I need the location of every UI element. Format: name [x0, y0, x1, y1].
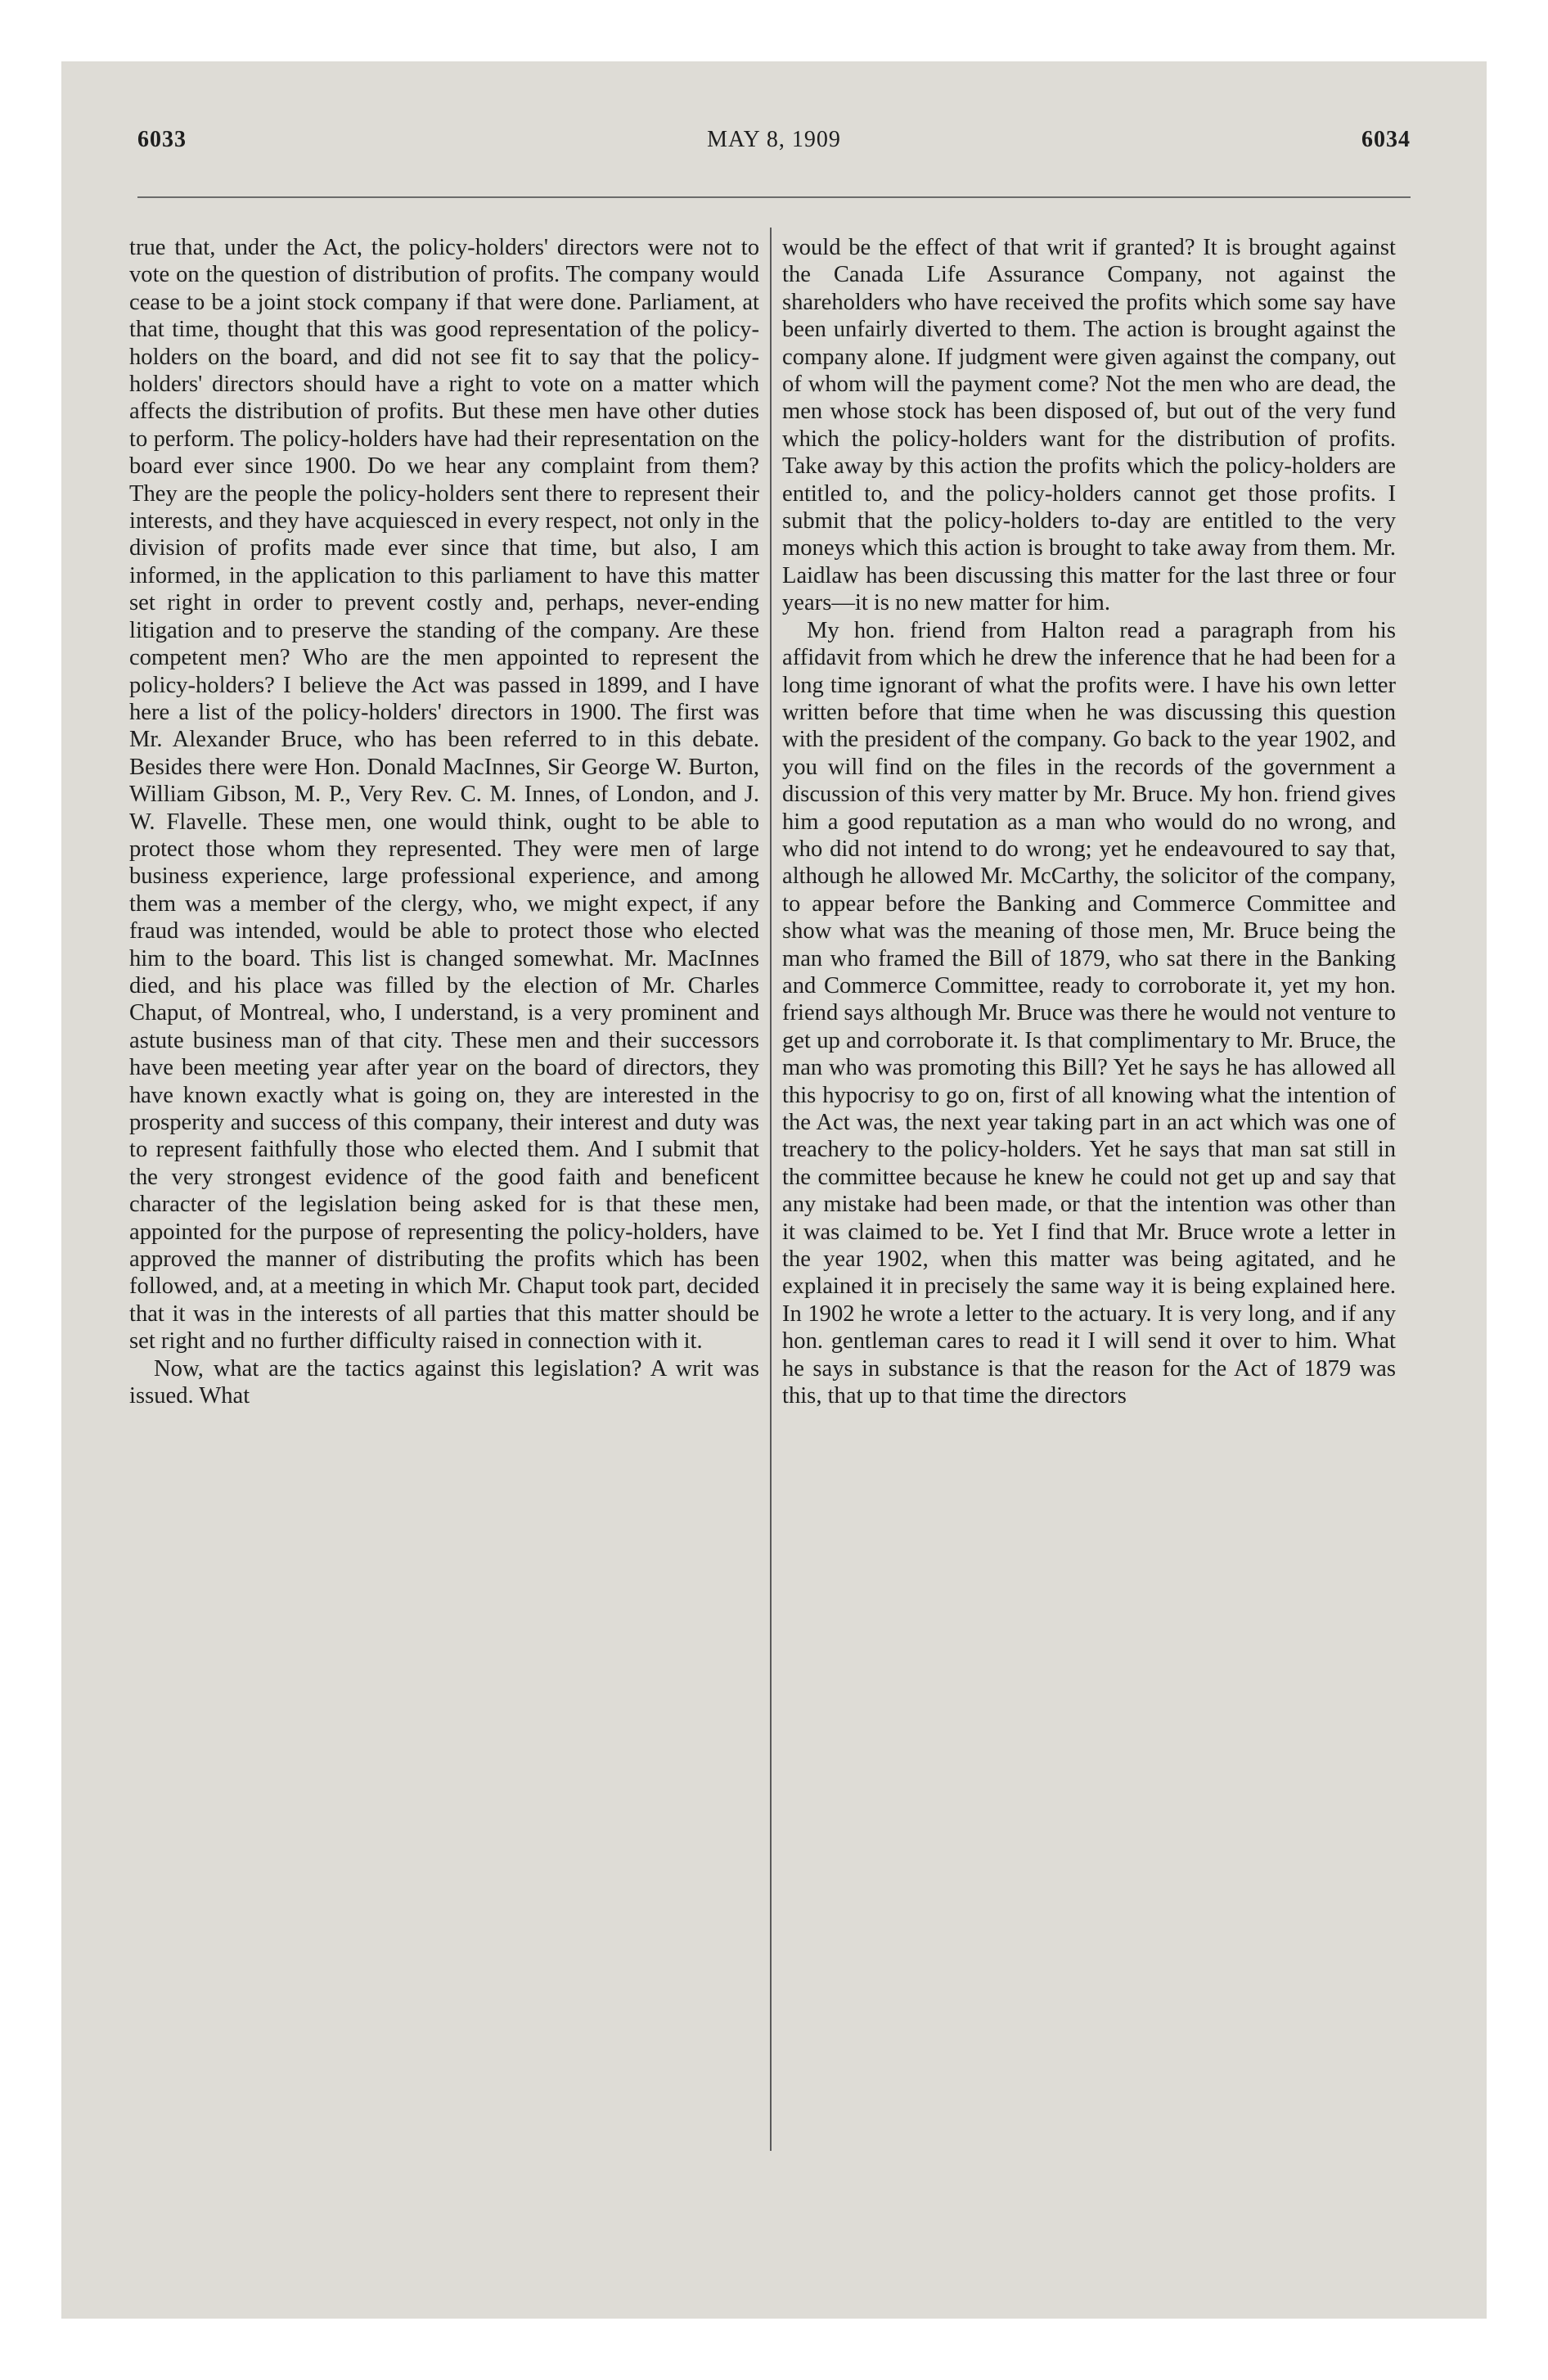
right-paragraph-1: would be the effect of that writ if granted? It is brought against the Canada Life Assurance Company, not against the shareholders who have received the profits which some say have been unfairly diverted to them. The action is brought against the company alone. If judgment were given against the company, out of whom will the payment come? Not the men who are dead, the men whose stock has been disposed of, but out of the very fund which the policy-holders want for the distribution of profits. Take away by this action the profits which the policy-holders are entitled to, and the policy-holders cannot get those profits. I submit that the policy-holders to-day are entitled to the very moneys which this action is brought to take away from them. Mr. Laidlaw has been discussing this matter for the last three or four years—it is no new matter for him.	[782, 235, 1396, 616]
left-paragraph-1: true that, under the Act, the policy-holders' directors were not to vote on the question of distribution of profits. The company would cease to be a joint stock company if that were done. Parliament, at that time, thought that this was good representation of the policy-holders on the board, and did not see fit to say that the policy-holders' directors should have a right to vote on a matter which affects the distribution of profits. But these men have other duties to perform. The policy-holders have had their representation on the board ever since 1900. Do we hear any complaint from them? They are the people the policy-holders sent there to represent their interests, and they have acquiesced in every respect, not only in the division of profits made ever since that time, but also, I am informed, in the application to this parliament to have this matter set right in order to prevent costly and, perhaps, never-ending litigation and to preserve the standing of the company. Are these competent men? Who are the men appointed to represent the policy-holders? I believe the Act was passed in 1899, and I have here a list of the policy-holders' directors in 1900. The first was Mr. Alexander Bruce, who has been referred to in this debate. Besides there were Hon. Donald MacInnes, Sir George W. Burton, William Gibson, M. P., Very Rev. C. M. Innes, of London, and J. W. Flavelle. These men, one would think, ought to be able to protect those whom they represented. They were men of large business experience, large professional experience, and among them was a member of the clergy, who, we might expect, if any fraud was intended, would be able to protect those who elected him to the board. This list is changed somewhat. Mr. MacInnes died, and his place was filled by the election of Mr. Charles Chaput, of Montreal, who, I understand, is a very prominent and astute business man of that city. These men and their successors have been meeting year after year on the board of directors, they have known exactly what is going on, they are interested in the prosperity and success of this company, their interest and duty was to represent faithfully those who elected them. And I submit that the very strongest evidence of the good faith and beneficent character of the legislation being asked for is that these men, appointed for the purpose of representing the policy-holders, have approved the manner of distributing the profits which has been followed, and, at a meeting in which Mr. Chaput took part, decided that it was in the interests of all parties that this matter should be set right and no further difficulty raised in connection with it.	[129, 235, 759, 1355]
right-column	[782, 234, 1396, 1409]
header-rule	[137, 196, 1411, 198]
left-paragraph-2: Now, what are the tactics against this legislation? A writ was issued. What	[129, 1355, 759, 1409]
page-header	[137, 127, 1411, 160]
right-paragraph-2: My hon. friend from Halton read a paragraph from his affidavit from which he drew the inference that he had been for a long time ignorant of what the profits were. I have his own letter written before that time when he was discussing this question with the president of the company. Go back to the year 1902, and you will find on the files in the records of the government a discussion of this very matter by Mr. Bruce. My hon. friend gives him a good reputation as a man who would do no wrong, and who did not intend to do wrong; yet he endeavoured to say that, although he allowed Mr. McCarthy, the solicitor of the company, to appear before the Banking and Commerce Committee and show what was the meaning of those men, Mr. Bruce being the man who framed the Bill of 1879, who sat there in the Banking and Commerce Committee, ready to corroborate it, yet my hon. friend says although Mr. Bruce was there he would not venture to get up and corroborate it. Is that complimentary to Mr. Bruce, the man who was promoting this Bill? Yet he says he has allowed all this hypocrisy to go on, first of all knowing what the intention of the Act was, the next year taking part in an act which was one of treachery to the policy-holders. Yet he says that man sat still in the committee because he knew he could not get up and say that any mistake had been made, or that the intention was other than it was claimed to be. Yet I find that Mr. Bruce wrote a letter in the year 1902, when this matter was being agitated, and he explained it in precisely the same way it is being explained here. In 1902 he wrote a letter to the actuary. It is very long, and if any hon. gentleman cares to read it I will send it over to him. What he says in substance is that the reason for the Act of 1879 was this, that up to that time the directors	[782, 617, 1396, 1409]
header-date: MAY 8, 1909	[707, 127, 841, 152]
left-column	[129, 234, 759, 1409]
column-divider	[770, 228, 772, 2151]
right-page-number: 6034	[1361, 127, 1411, 152]
left-page-number: 6033	[137, 127, 187, 152]
